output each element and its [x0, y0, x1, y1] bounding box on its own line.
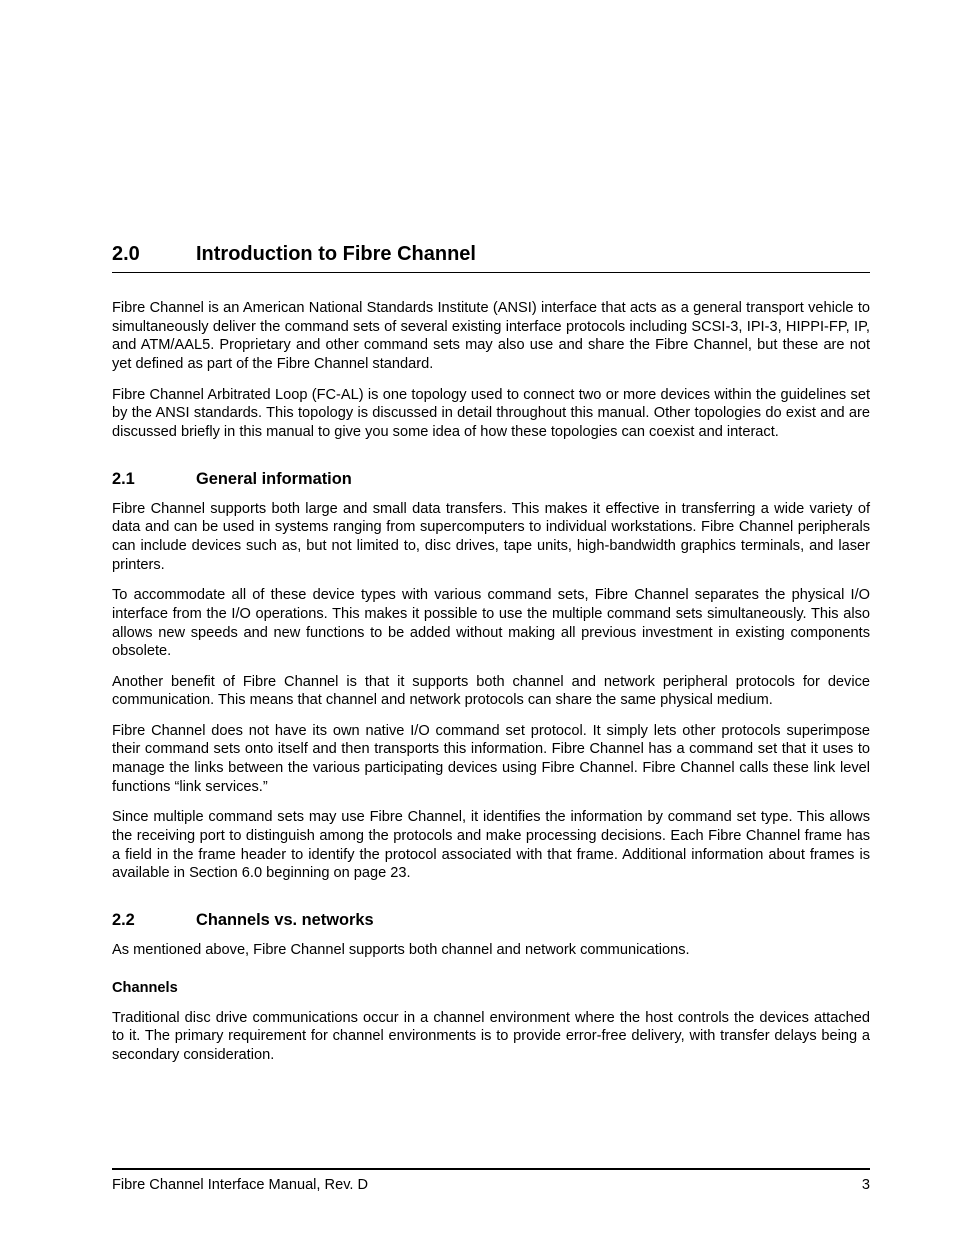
intro-paragraph-1: Fibre Channel is an American National Standards Institute (ANSI) interface that acts as a general transport vehicle to simultaneously deliver the command sets of several existing interface protocols including SCSI-3, IPI-3, HIPPI-FP, IP, and ATM/AAL5. Proprietary and other command sets may also use and share the Fibre Channel, but these are not yet defined as part of the Fibre Channel standard.: [112, 300, 870, 373]
subsection-heading-general-information: [112, 469, 870, 489]
channels-intro-paragraph: As mentioned above, Fibre Channel supports both channel and network communications.: [112, 942, 690, 959]
section-heading: [112, 241, 870, 273]
footer-divider: [112, 1168, 870, 1170]
general-paragraph-1: Fibre Channel supports both large and small data transfers. This makes it effective in transferring a wide variety of data and can be used in systems ranging from supercomputers to individual workstations. Fibre Channel peripherals can include devices such as, but not limited to, disc drives, tape units, high-bandwidth graphics terminals, and laser printers.: [112, 500, 870, 573]
document-page: [112, 0, 870, 1235]
general-paragraph-4: Fibre Channel does not have its own native I/O command set protocol. It simply lets other protocols superimpose their command sets onto itself and then transports this information. Fibre Channel has a command set that it uses to manage the links between the various participating devices using Fibre Channel. Fibre Channel calls these link level functions “link services.”: [112, 722, 870, 795]
channels-paragraph: Traditional disc drive communications occur in a channel environment where the host controls the devices attached to it. The primary requirement for channel environments is to provide error-free delivery, with transfer delays being a secondary consideration.: [112, 1009, 870, 1064]
intro-paragraph-2: Fibre Channel Arbitrated Loop (FC-AL) is one topology used to connect two or more devices within the guidelines set by the ANSI standards. This topology is discussed in detail throughout this manual. Other topologies do exist and are discussed briefly in this manual to give you some idea of how these topologies can coexist and interact.: [112, 386, 870, 440]
general-paragraph-3: Another benefit of Fibre Channel is that it supports both channel and network peripheral protocols for device communication. This means that channel and network protocols can share the same physical medium.: [112, 673, 870, 709]
general-paragraph-2: To accommodate all of these device types with various command sets, Fibre Channel separates the physical I/​O interface from the I/O operations. This makes it possible to use the multiple command sets simultaneously. This also allows new speeds and new functions to be added without making all previous investment in existing components obsolete.: [112, 587, 870, 660]
subsection-title: General information: [196, 469, 352, 488]
section-number: 2.0: [112, 243, 140, 265]
channels-subheading: Channels: [112, 979, 178, 996]
footer-page-number: 3: [861, 1177, 870, 1193]
subsection-number: 2.1: [112, 469, 135, 488]
general-paragraph-5: Since multiple command sets may use Fibre Channel, it identifies the information by command set type. This allows the receiving port to distinguish among the protocols and make processing decisions. Each Fibre Channel frame has a field in the frame header to identify the protocol associated with that frame. Additional information about frames is available in Section 6.0 beginning on page 23.: [112, 809, 870, 882]
section-title: Introduction to Fibre Channel: [196, 243, 476, 265]
footer-document-title: Fibre Channel Interface Manual, Rev. D: [112, 1177, 369, 1193]
page-body: [112, 299, 870, 1077]
subsection-number: 2.2: [112, 911, 135, 930]
subsection-heading-channels-vs-networks: [112, 910, 870, 930]
subsection-title: Channels vs. networks: [196, 911, 374, 930]
